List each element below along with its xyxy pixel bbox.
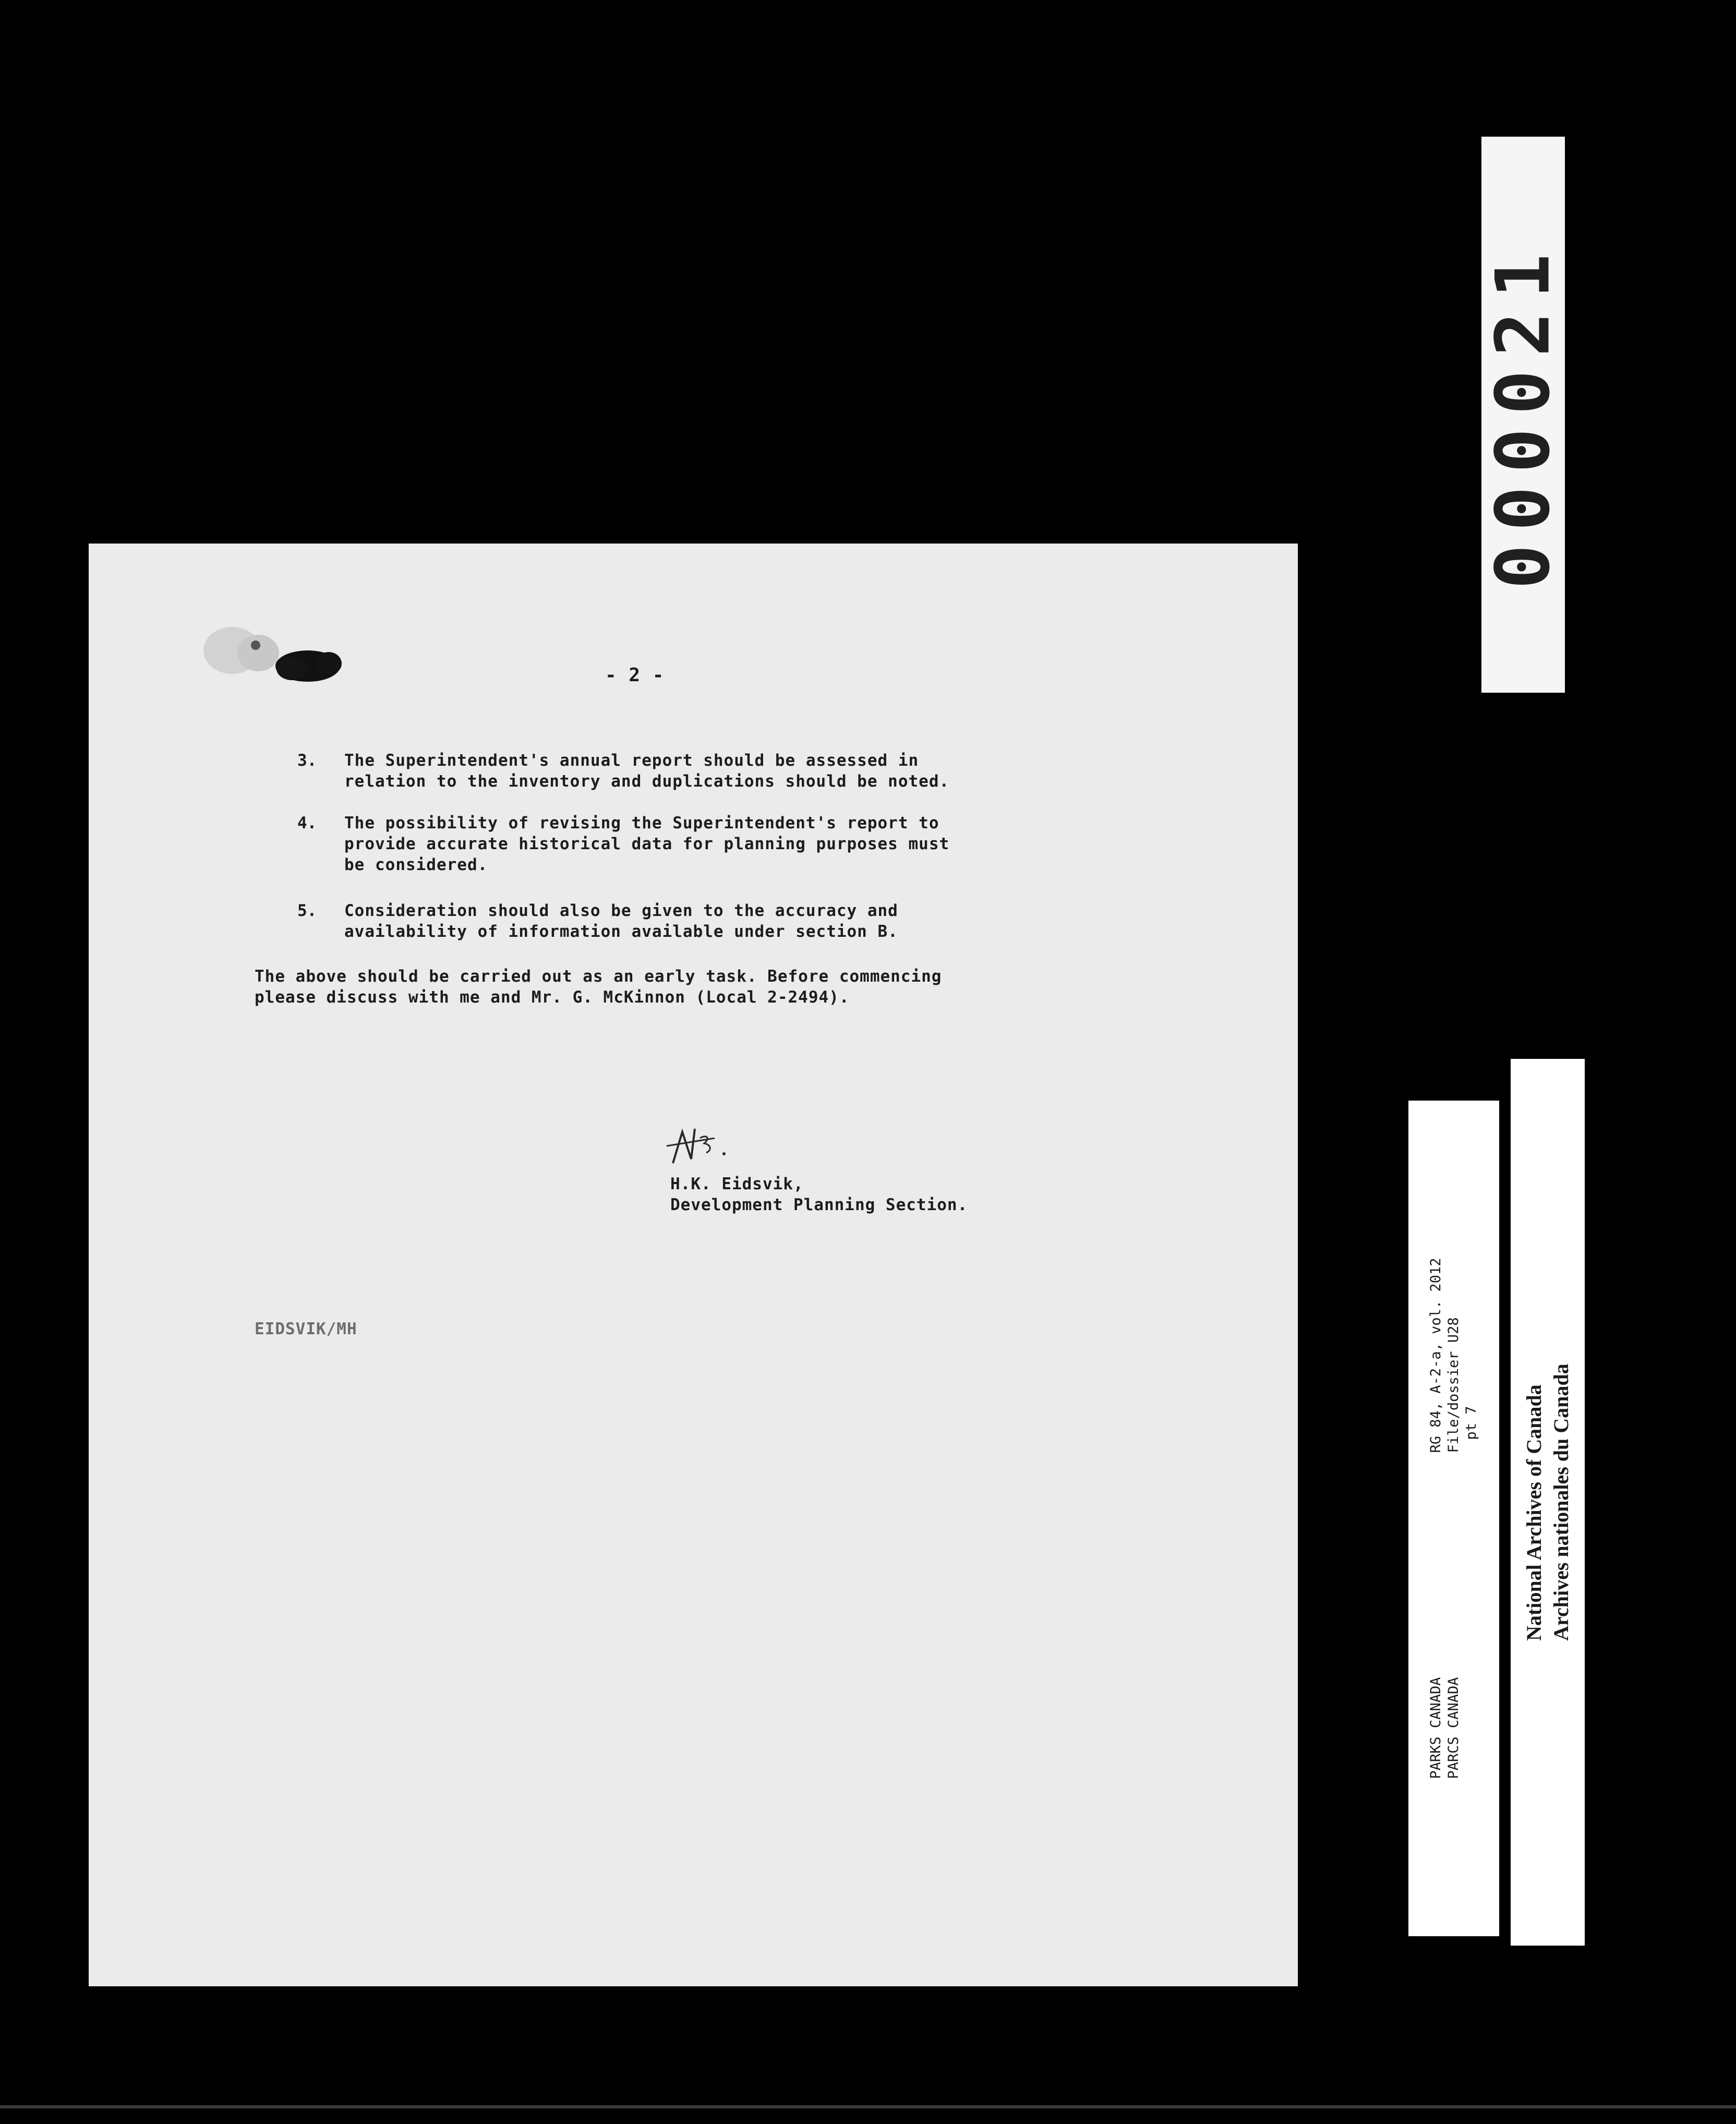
label-agency-en: PARKS CANADA <box>1428 1677 1444 1779</box>
archive-name-french: Archives nationales du Canada <box>1549 1363 1573 1641</box>
closing-paragraph-line: please discuss with me and Mr. G. McKinnon (Local 2-2494). <box>255 988 850 1007</box>
signature-section: Development Planning Section. <box>670 1196 968 1214</box>
item-line: Consideration should also be given to the accuracy and <box>344 901 898 920</box>
film-frame-counter <box>1481 137 1565 693</box>
archive-name-english: National Archives of Canada <box>1522 1384 1546 1641</box>
archive-reference-label <box>1408 1101 1499 1936</box>
ink-stain <box>183 622 344 695</box>
label-agency-fr: PARCS CANADA <box>1445 1677 1462 1779</box>
item-line: provide accurate historical data for planning purposes must <box>344 835 950 853</box>
label-ref-volume: RG 84, A-2-a, vol. 2012 <box>1428 1258 1444 1453</box>
item-line: The Superintendent's annual report should be assessed in <box>344 751 919 770</box>
scan-bottom-edge <box>0 2105 1736 2108</box>
signature-name: H.K. Eidsvik, <box>670 1175 804 1193</box>
item-line: relation to the inventory and duplications should be noted. <box>344 772 950 791</box>
item-line: availability of information available under section B. <box>344 922 898 941</box>
item-number: 4. <box>297 814 317 832</box>
reference-initials: EIDSVIK/MH <box>255 1320 357 1338</box>
frame-number: 000021 <box>1480 240 1566 589</box>
label-ref-part: pt 7 <box>1463 1406 1479 1440</box>
document-page <box>89 544 1298 1986</box>
handwritten-initials <box>662 1123 730 1169</box>
archive-name-label <box>1511 1059 1585 1946</box>
item-line: The possibility of revising the Superintendent's report to <box>344 814 939 832</box>
closing-paragraph-line: The above should be carried out as an early task. Before commencing <box>255 967 942 986</box>
item-line: be considered. <box>344 855 488 874</box>
label-ref-file: File/dossier U28 <box>1445 1317 1462 1453</box>
item-number: 3. <box>297 751 317 770</box>
page-number: - 2 - <box>605 665 665 686</box>
item-number: 5. <box>297 901 317 920</box>
